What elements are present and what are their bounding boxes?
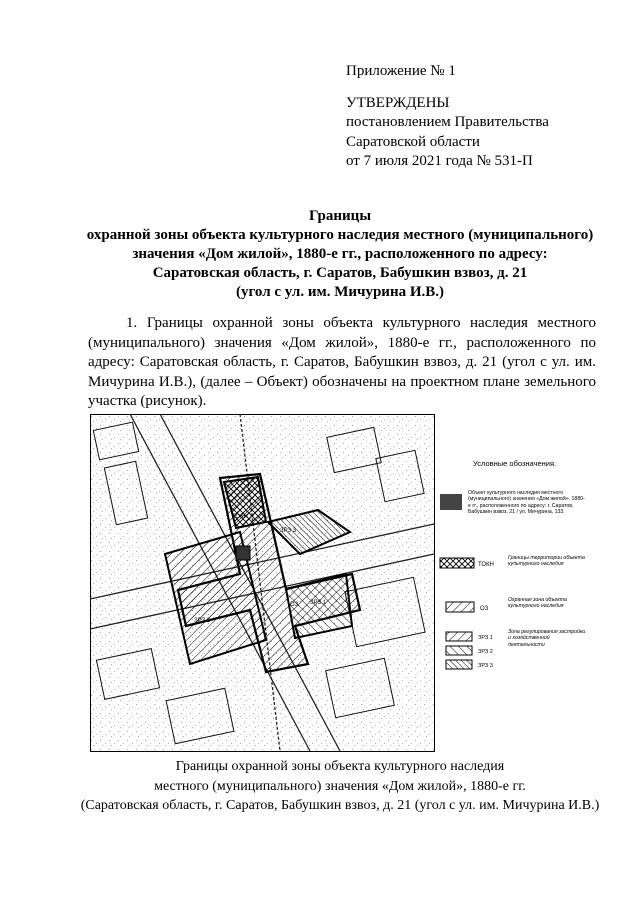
document-title bbox=[80, 207, 600, 302]
map-legend bbox=[440, 459, 586, 669]
zone-map-figure bbox=[90, 414, 587, 752]
approval-block bbox=[346, 62, 549, 172]
approval-line-3: от 7 июля 2021 года № 531-П bbox=[346, 153, 533, 169]
legend-swatch-zrz3 bbox=[446, 660, 472, 669]
title-line-4: Саратовская область, г. Саратов, Бабушкин взвоз, д. 21 bbox=[152, 265, 528, 281]
approved-label: УТВЕРЖДЕНЫ bbox=[346, 94, 450, 111]
heritage-object bbox=[236, 546, 250, 560]
title-line-5: (угол с ул. им. Мичурина И.В.) bbox=[235, 284, 444, 300]
title-line-3: значения «Дом жилой», 1880-е гг., расположенного по адресу: bbox=[132, 246, 548, 262]
map-label-zrz1: ЗРЗ 1 bbox=[310, 600, 327, 606]
title-line-2: охранной зоны объекта культурного наследия местного (муниципального) bbox=[86, 227, 594, 243]
legend-item-oz: Охранная зона объекта культурного наследия bbox=[508, 597, 567, 610]
legend-swatch-object bbox=[440, 494, 462, 510]
paragraph-1: 1. Границы охранной зоны объекта культурного наследия местного (муниципального) значения «Дом жилой», 1880-е гг., расположенного по адресу: Саратовская область, г. Саратов, Бабушкин взвоз, д. 21 (угол с ул. им. Мичурина И.В.), (далее – Объект) обозначены на проектном плане земельного участка (рисунок). bbox=[88, 315, 596, 409]
map-label-tokn: ТОКН bbox=[232, 514, 248, 520]
title-line-1: Границы bbox=[308, 208, 372, 224]
legend-code-tokn: ТОКН bbox=[478, 562, 494, 568]
appendix-label: Приложение № 1 bbox=[346, 63, 456, 79]
legend-item-tokn: Границы территории объекта культурного наследия bbox=[508, 555, 585, 568]
approval-line-1: постановлением Правительства bbox=[346, 114, 549, 130]
figure-caption bbox=[60, 757, 620, 816]
legend-item-zrz: Зона регулирования застройки и хозяйственной деятельности bbox=[508, 629, 586, 648]
caption-line-2: местного (муниципального) значения «Дом жилой», 1880-е гг. bbox=[154, 778, 526, 794]
legend-swatch-tokn bbox=[440, 558, 474, 568]
caption-line-1: Границы охранной зоны объекта культурного наследия bbox=[175, 759, 505, 774]
caption-line-3: (Саратовская область, г. Саратов, Бабушкин взвоз, д. 21 (угол с ул. им. Мичурина И.В.) bbox=[80, 798, 600, 813]
map-label-zrz2: ЗРЗ 2 bbox=[194, 618, 211, 624]
legend-title: Условные обозначения. bbox=[473, 459, 557, 468]
legend-swatch-oz bbox=[446, 602, 474, 612]
map-label-zrz3: ЗРЗ 3 bbox=[280, 528, 297, 534]
legend-code-zrz2: ЗРЗ 2 bbox=[478, 649, 493, 655]
legend-swatch-zrz1 bbox=[446, 632, 472, 641]
map-label-oz: ОЗ bbox=[290, 602, 299, 608]
approval-line-2: Саратовской области bbox=[346, 133, 480, 150]
body-paragraph bbox=[88, 314, 596, 412]
legend-code-zrz1: ЗРЗ 1 bbox=[478, 635, 493, 641]
legend-item-object: Объект культурного наследия местного (муниципального) значения «Дом жилой», 1880-е гг., расположенного по адресу: г. Саратов, Бабушкин взвоз, 21 / ул. Мичурина, 133. bbox=[468, 490, 585, 515]
legend-swatch-zrz2 bbox=[446, 646, 472, 655]
legend-code-zrz3: ЗРЗ 3 bbox=[478, 663, 493, 669]
legend-code-oz: ОЗ bbox=[480, 606, 489, 612]
